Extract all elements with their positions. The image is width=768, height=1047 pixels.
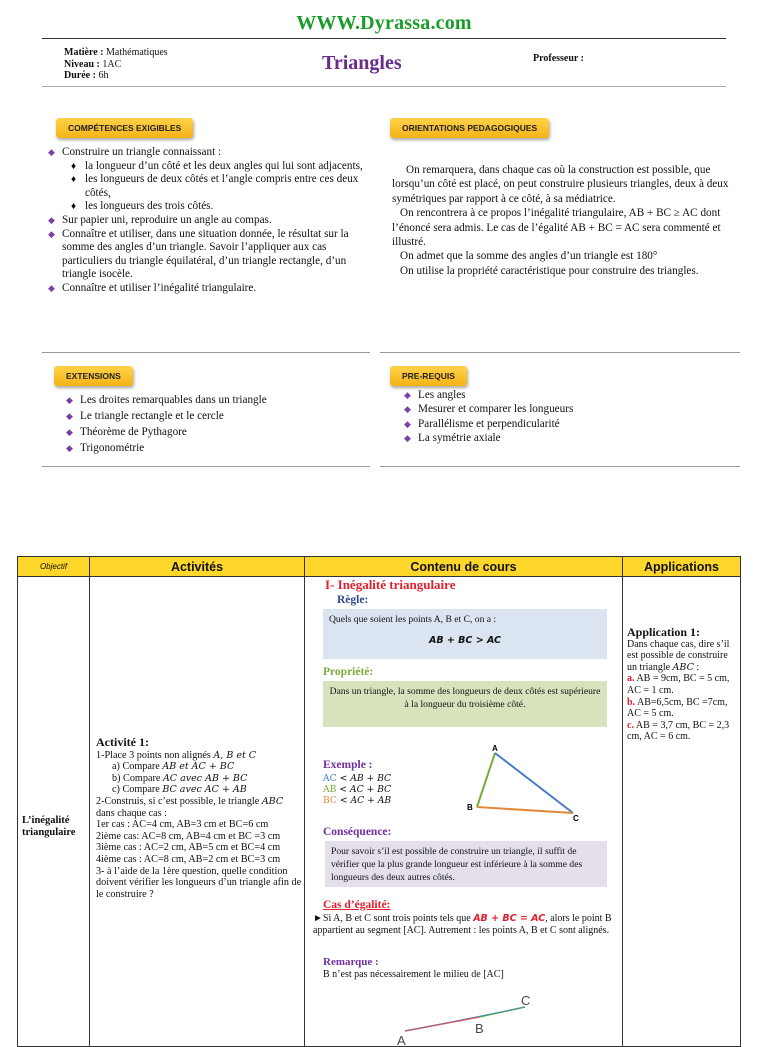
aligned-points-figure	[385, 981, 545, 1047]
remarque-heading: Remarque :	[323, 956, 379, 968]
application-title: Application 1:	[627, 625, 701, 639]
point-b-label: B	[467, 803, 473, 812]
example-side: BC	[323, 795, 337, 806]
orientations-p4: On utilise la propriété caractéristique pour construire des triangles.	[400, 264, 699, 277]
application-letter: c.	[627, 719, 634, 731]
lesson-table	[17, 556, 741, 1047]
list-item: ♦ la longueur d’un côté et les deux angles qui lui sont adjacents,	[48, 160, 370, 174]
header-objectif: Objectif	[18, 557, 90, 577]
section-divider	[42, 466, 370, 467]
propriete-heading: Propriété:	[323, 666, 374, 678]
list-item: ◆ Connaître et utiliser l’inégalité triangulaire.	[48, 282, 370, 296]
egalite-formula: AB + BC = AC	[473, 913, 546, 924]
regle-box	[323, 609, 607, 659]
list-item: ◆ Sur papier uni, reproduire un angle au compas.	[48, 214, 370, 228]
math-text: ABC	[261, 795, 284, 807]
orientations-p3: On admet que la somme des angles d’un triangle est 180°	[400, 250, 658, 263]
point-c-label: C	[573, 814, 579, 823]
professeur-label: Professeur :	[533, 53, 585, 64]
list-item: ◆ Connaître et utiliser, dans une situation donnée, le résultat sur la somme des angles d’un triangle. Savoir l’appliquer aux cas particuliers du triangle équilatéral, d’un triangle rectangle, d’un triangle isocèle.	[48, 228, 370, 282]
point-a-label: A	[397, 1033, 406, 1047]
list-item: ◆ Construire un triangle connaissant :	[48, 146, 370, 160]
orientations-tag: ORIENTATIONS PEDAGOGIQUES	[390, 118, 549, 138]
activite-line: 1-Place 3 points non alignés	[96, 749, 211, 761]
application-letter: a.	[627, 673, 635, 685]
activite-line: 2-Construis, si c’est possible, le triangle	[96, 795, 260, 807]
example-side: AC	[323, 773, 337, 784]
egalite-part: , alors le point B appartient au segment [AC]. Autrement : les points A, B et C sont alignés.	[313, 913, 612, 936]
application-item: AB = 3,7 cm, BC = 2,3 cm, AC = 6 cm.	[627, 719, 730, 743]
section-divider	[380, 352, 740, 353]
objectif-cell	[18, 577, 90, 1047]
applications-cell	[623, 577, 741, 1047]
matiere-label: Matière :	[64, 47, 104, 58]
application-block: Application 1: Dans chaque cas, dire s’il est possible de construire un triangle ABC : a. AB = 9cm, BC = 5 cm, AC = 1 cm. b. AB=6,5cm, BC =7cm, AC = 5 cm. c. AB = 3,7 cm, BC = 2,3 cm, AC = 6 cm.	[627, 627, 739, 743]
propriete-text: Dans un triangle, la somme des longueurs de deux côtés est supérieure à la longueur du troisième côté.	[329, 686, 601, 710]
header-contenu: Contenu de cours	[305, 557, 623, 577]
list-item: ◆ La symétrie axiale	[404, 431, 724, 445]
prerequis-tag: PRE-REQUIS	[390, 366, 467, 386]
example-ineq: < AC + BC	[336, 784, 392, 795]
math-text: BC avec AC + AB	[162, 784, 247, 796]
regle-heading: Règle:	[337, 594, 369, 606]
activite-line: a) Compare	[112, 761, 160, 773]
duree-value: 6h	[98, 70, 109, 81]
activite-line: dans chaque cas :	[96, 807, 167, 819]
activites-cell	[90, 577, 305, 1047]
page-title: Triangles	[322, 52, 402, 74]
list-item: ◆ Mesurer et comparer les longueurs	[404, 402, 724, 416]
activite-case: 1er cas : AC=4 cm, AB=3 cm et BC=6 cm	[96, 819, 269, 831]
matiere-value: Mathématiques	[106, 47, 168, 58]
example-side: AB	[323, 784, 337, 795]
activite-case: 2ième cas: AC=8 cm, AB=4 cm et BC =3 cm	[96, 830, 281, 842]
consequence-box	[325, 841, 607, 887]
cours-block	[305, 577, 622, 1046]
list-item: ♦ les longueurs de deux côtés et l’angle compris entre ces deux côtés,	[48, 173, 370, 200]
contenu-cell	[305, 577, 623, 1047]
niveau-label: Niveau :	[64, 58, 100, 70]
header-applications: Applications	[623, 557, 741, 577]
propriete-box	[323, 681, 607, 727]
objectif-text: L’inégalité triangulaire	[22, 815, 76, 838]
list-item: ♦ les longueurs des trois côtés.	[48, 200, 370, 214]
egalite-text	[313, 913, 615, 937]
header-activites: Activités	[90, 557, 305, 577]
activite-title: Activité 1:	[96, 735, 149, 749]
list-item: ◆ Trigonométrie	[66, 440, 366, 456]
list-item: ◆ Les angles	[404, 388, 724, 402]
list-item: ◆ Les droites remarquables dans un triangle	[66, 392, 366, 408]
activite-case: 3ième cas : AC=2 cm, AB=5 cm et BC=4 cm	[96, 842, 281, 854]
point-c-label: C	[521, 993, 531, 1008]
header-rule	[42, 38, 726, 39]
point-a-label: A	[492, 744, 498, 753]
example-ineq: < AB + BC	[336, 773, 392, 784]
math-text: AC avec AB + BC	[162, 772, 248, 784]
extensions-list	[66, 392, 366, 456]
activite-case: 4ième cas : AC=8 cm, AB=2 cm et BC=3 cm	[96, 853, 281, 865]
prerequis-list	[404, 388, 724, 446]
orientations-p1: On remarquera, dans chaque cas où la construction est possible, que lorsqu’un côté est placé, on peut construire plusieurs triangles, deux à deux symétriques par rapport à ce côté, à sa médiatrice.	[392, 164, 729, 205]
remarque-text: B n’est pas nécessairement le milieu de [AC]	[323, 969, 504, 980]
application-item: AB = 9cm, BC = 5 cm, AC = 1 cm.	[627, 673, 730, 696]
competences-tag: COMPÉTENCES EXIGIBLES	[56, 118, 193, 138]
example-ineq: < AC + AB	[336, 795, 392, 806]
meta-info	[64, 47, 168, 82]
orientations-text	[392, 163, 732, 278]
site-banner: WWW.Dyrassa.com	[296, 12, 472, 34]
list-item: ◆ Parallélisme et perpendicularité	[404, 417, 724, 431]
triangle-figure	[445, 745, 595, 825]
cours-title: I- Inégalité triangulaire	[325, 577, 456, 592]
application-item: AB=6,5cm, BC =7cm, AC = 5 cm.	[627, 696, 728, 720]
exemple-list	[323, 773, 391, 806]
application-letter: b.	[627, 696, 636, 708]
extensions-tag: EXTENSIONS	[54, 366, 133, 386]
meta-rule	[42, 86, 726, 87]
list-item: ◆ Théorème de Pythagore	[66, 424, 366, 440]
regle-formula: AB + BC > AC	[429, 635, 501, 646]
egalite-heading: Cas d’égalité:	[323, 899, 391, 911]
orientations-p2: On rencontrera à ce propos l’inégalité triangulaire, AB + BC ≥ AC dont l’énoncé sera admis. Le cas de l’égalité AB + BC = AC sera commenté et illustré.	[392, 207, 721, 249]
application-intro: Dans chaque cas, dire s’il est possible de construire un triangle	[627, 638, 730, 673]
section-divider	[380, 466, 740, 467]
competences-list	[48, 146, 370, 296]
activite-line: b) Compare	[112, 772, 161, 784]
activite-question: 3- à l’aide de la 1ère question, quelle condition doivent vérifier les longueurs d’un triangle afin de le construire ?	[96, 865, 302, 900]
consequence-heading: Conséquence:	[323, 826, 392, 838]
regle-text: Quels que soient les points A, B et C, on a :	[329, 614, 497, 625]
math-text: AB et AC + BC	[162, 761, 235, 773]
math-text: ABC	[672, 661, 694, 673]
duree-label: Durée :	[64, 70, 96, 81]
activite-line: c) Compare	[112, 784, 160, 796]
activite-block	[96, 737, 306, 900]
math-text: A, B et C	[213, 749, 257, 761]
list-item: ◆ Le triangle rectangle et le cercle	[66, 408, 366, 424]
exemple-heading: Exemple :	[323, 759, 373, 771]
niveau-value: 1AC	[102, 58, 122, 70]
section-divider	[42, 352, 370, 353]
point-b-label: B	[475, 1021, 484, 1036]
consequence-text: Pour savoir s’il est possible de construire un triangle, il suffit de vérifier que la plus grande longueur est inférieure à la somme des longueurs des deux autres côtés.	[331, 846, 583, 883]
egalite-part: ►Si A, B et C sont trois points tels que	[313, 913, 471, 924]
